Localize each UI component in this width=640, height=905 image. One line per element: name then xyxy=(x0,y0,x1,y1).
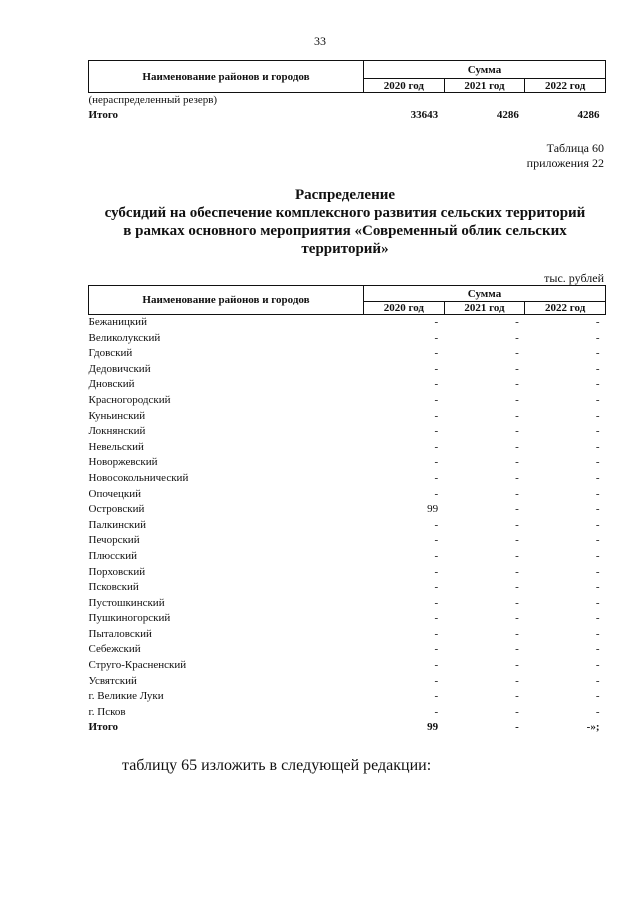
cell-2021: - xyxy=(515,440,519,453)
row-name: Итого xyxy=(88,721,119,734)
table-row xyxy=(89,689,606,705)
cell-2020: 99 xyxy=(427,503,439,516)
cell-2020: - xyxy=(434,393,439,406)
cell-2020: - xyxy=(434,705,439,718)
cell-2022: - xyxy=(595,347,600,360)
title-line-2: субсидий на обеспечение комплексного развития сельских территорий xyxy=(104,205,586,221)
cell-2020: - xyxy=(434,518,439,531)
cell-2022: 4286 xyxy=(577,109,600,121)
column-header-2021: 2021 год xyxy=(444,302,525,315)
cell-2020: - xyxy=(434,534,439,547)
table-row xyxy=(89,549,606,565)
row-name: Дновский xyxy=(88,378,135,391)
cell-2021: - xyxy=(515,581,519,594)
column-header-name: Наименование районов и городов xyxy=(89,286,364,315)
row-name: Струго-Красненский xyxy=(88,659,187,672)
cell-2020: 99 xyxy=(427,721,439,734)
table-row xyxy=(89,455,606,471)
cell-2020: - xyxy=(434,581,439,594)
row-name: Великолукский xyxy=(88,331,161,344)
row-name: Палкинский xyxy=(88,518,147,531)
cell-2021: - xyxy=(515,425,519,438)
cell-2022: - xyxy=(595,409,600,422)
cell-2020: - xyxy=(434,565,439,578)
cell-2022: - xyxy=(595,565,600,578)
cell-2020: - xyxy=(434,331,439,344)
column-header-sum: Сумма xyxy=(364,286,606,302)
cell-2020: - xyxy=(434,549,439,562)
cell-2022: - xyxy=(595,471,600,484)
cell-2021: - xyxy=(515,674,519,687)
cell-2022: - xyxy=(595,456,600,469)
cell-2021: - xyxy=(515,596,519,609)
column-header-2022: 2022 год xyxy=(525,79,606,93)
table-row xyxy=(89,596,606,612)
cell-2022: - xyxy=(595,440,600,453)
cell-2021: - xyxy=(515,347,519,360)
row-name: Опочецкий xyxy=(88,487,141,500)
cell-2021: - xyxy=(515,503,519,516)
cell-2022: - xyxy=(595,331,600,344)
table-row xyxy=(89,440,606,456)
table-label-number: Таблица 60 xyxy=(546,141,604,155)
page-number: 33 xyxy=(314,34,326,48)
cell-2020: - xyxy=(434,643,439,656)
row-name: Псковский xyxy=(88,581,139,594)
table-row xyxy=(89,487,606,503)
row-name: Порховский xyxy=(88,565,146,578)
row-name: Красногородский xyxy=(88,393,171,406)
cell-2021: - xyxy=(515,316,519,328)
table-row xyxy=(89,424,606,440)
total-row xyxy=(89,720,606,736)
row-name: Себежский xyxy=(88,643,141,656)
row-name: Пушкиногорский xyxy=(88,612,171,625)
distribution-table xyxy=(88,285,606,736)
cell-2022: - xyxy=(595,581,600,594)
cell-2020 xyxy=(364,93,445,109)
table-row xyxy=(89,377,606,393)
cell-2022: - xyxy=(595,643,600,656)
cell-2021: - xyxy=(515,487,519,500)
title-line-1: Распределение xyxy=(294,187,396,203)
column-header-2020: 2020 год xyxy=(364,79,445,93)
cell-2020: - xyxy=(434,378,439,391)
cell-2022: - xyxy=(595,362,600,375)
cell-2020: - xyxy=(434,456,439,469)
cell-2021: - xyxy=(515,705,519,718)
cell-2022: - xyxy=(595,705,600,718)
table-row xyxy=(89,315,606,331)
cell-2020: - xyxy=(434,659,439,672)
cell-2021: - xyxy=(515,471,519,484)
row-name: Плюсский xyxy=(88,549,138,562)
column-header-sum: Сумма xyxy=(364,61,606,79)
cell-2021: - xyxy=(515,549,519,562)
row-name: Печорский xyxy=(88,534,140,547)
column-header-name: Наименование районов и городов xyxy=(89,61,364,93)
table-row xyxy=(89,518,606,534)
table-row xyxy=(89,346,606,362)
title-line-4: территорий» xyxy=(301,241,389,257)
table-row xyxy=(89,409,606,425)
cell-2022: - xyxy=(595,316,600,328)
cell-2022: - xyxy=(595,674,600,687)
cell-2020: - xyxy=(434,612,439,625)
table-row xyxy=(89,331,606,347)
cell-2021: - xyxy=(515,534,519,547)
table-row xyxy=(89,642,606,658)
table-row xyxy=(89,393,606,409)
cell-2020: - xyxy=(434,690,439,703)
table-label-appendix: приложения 22 xyxy=(526,156,604,170)
cell-2022: - xyxy=(595,534,600,547)
row-name: Пыталовский xyxy=(88,627,152,640)
table-row xyxy=(89,471,606,487)
row-name: Усвятский xyxy=(88,674,137,687)
row-name: Новоржевский xyxy=(88,456,158,469)
cell-2020: - xyxy=(434,409,439,422)
cell-2020: - xyxy=(434,471,439,484)
table-label xyxy=(527,141,604,171)
row-name: Итого xyxy=(88,109,119,121)
table-row xyxy=(89,705,606,721)
cell-2020: - xyxy=(434,487,439,500)
cell-2021: - xyxy=(515,331,519,344)
table-row xyxy=(89,502,606,518)
table-row xyxy=(89,362,606,378)
cell-2022: -»; xyxy=(586,721,600,734)
cell-2021: - xyxy=(515,565,519,578)
table-row xyxy=(89,580,606,596)
cell-2021: - xyxy=(515,393,519,406)
cell-2022: - xyxy=(595,378,600,391)
row-name: Дедовичский xyxy=(88,362,151,375)
row-name: Новосокольнический xyxy=(88,471,189,484)
cell-2022: - xyxy=(595,627,600,640)
row-name: Островский xyxy=(88,503,145,516)
row-name: Пустошкинский xyxy=(88,596,165,609)
column-header-2020: 2020 год xyxy=(364,302,445,315)
cell-2021: - xyxy=(515,643,519,656)
units-label: тыс. рублей xyxy=(544,271,604,285)
footer-text: таблицу 65 изложить в следующей редакции: xyxy=(122,757,432,774)
row-name: Гдовский xyxy=(88,347,133,360)
table-row xyxy=(89,674,606,690)
title-line-3: в рамках основного мероприятия «Современный облик сельских xyxy=(123,223,567,239)
column-header-2021: 2021 год xyxy=(444,79,525,93)
row-name: Куньинский xyxy=(88,409,146,422)
cell-2021: 4286 xyxy=(496,109,519,121)
cell-2021: - xyxy=(515,627,519,640)
row-name: Невельский xyxy=(88,440,144,453)
cell-2022: - xyxy=(595,503,600,516)
table-row xyxy=(89,611,606,627)
cell-2020: 33643 xyxy=(410,109,439,121)
cell-2020: - xyxy=(434,440,439,453)
cell-2022: - xyxy=(595,596,600,609)
cell-2021: - xyxy=(515,362,519,375)
cell-2021: - xyxy=(515,518,519,531)
cell-2021: - xyxy=(515,378,519,391)
cell-2021 xyxy=(444,93,525,109)
cell-2022: - xyxy=(595,425,600,438)
table-row xyxy=(89,627,606,643)
cell-2022: - xyxy=(595,612,600,625)
cell-2022 xyxy=(525,93,606,109)
cell-2021: - xyxy=(515,690,519,703)
table-row xyxy=(89,565,606,581)
row-name: г. Псков xyxy=(88,705,126,718)
cell-2022: - xyxy=(595,659,600,672)
cell-2022: - xyxy=(595,487,600,500)
table-row xyxy=(89,533,606,549)
cell-2021: - xyxy=(515,659,519,672)
cell-2022: - xyxy=(595,549,600,562)
cell-2020: - xyxy=(434,627,439,640)
row-name: г. Великие Луки xyxy=(88,690,164,703)
cell-2021: - xyxy=(515,612,519,625)
cell-2020: - xyxy=(434,596,439,609)
table-row xyxy=(89,93,606,109)
total-row xyxy=(89,108,606,123)
cell-2020: - xyxy=(434,674,439,687)
document-title xyxy=(60,186,630,258)
cell-2020: - xyxy=(434,316,439,328)
table-row xyxy=(89,658,606,674)
reserve-table-body xyxy=(89,93,606,124)
column-header-2022: 2022 год xyxy=(525,302,606,315)
row-name: Бежаницкий xyxy=(88,316,147,328)
distribution-table-body xyxy=(89,315,606,737)
cell-2021: - xyxy=(515,456,519,469)
cell-2022: - xyxy=(595,518,600,531)
reserve-table xyxy=(88,60,606,123)
cell-2021: - xyxy=(515,721,519,734)
cell-2021: - xyxy=(515,409,519,422)
cell-2022: - xyxy=(595,690,600,703)
cell-2020: - xyxy=(434,347,439,360)
cell-2022: - xyxy=(595,393,600,406)
cell-2020: - xyxy=(434,362,439,375)
row-name: Локнянский xyxy=(88,425,146,438)
row-name: (нераспределенный резерв) xyxy=(88,94,218,106)
cell-2020: - xyxy=(434,425,439,438)
